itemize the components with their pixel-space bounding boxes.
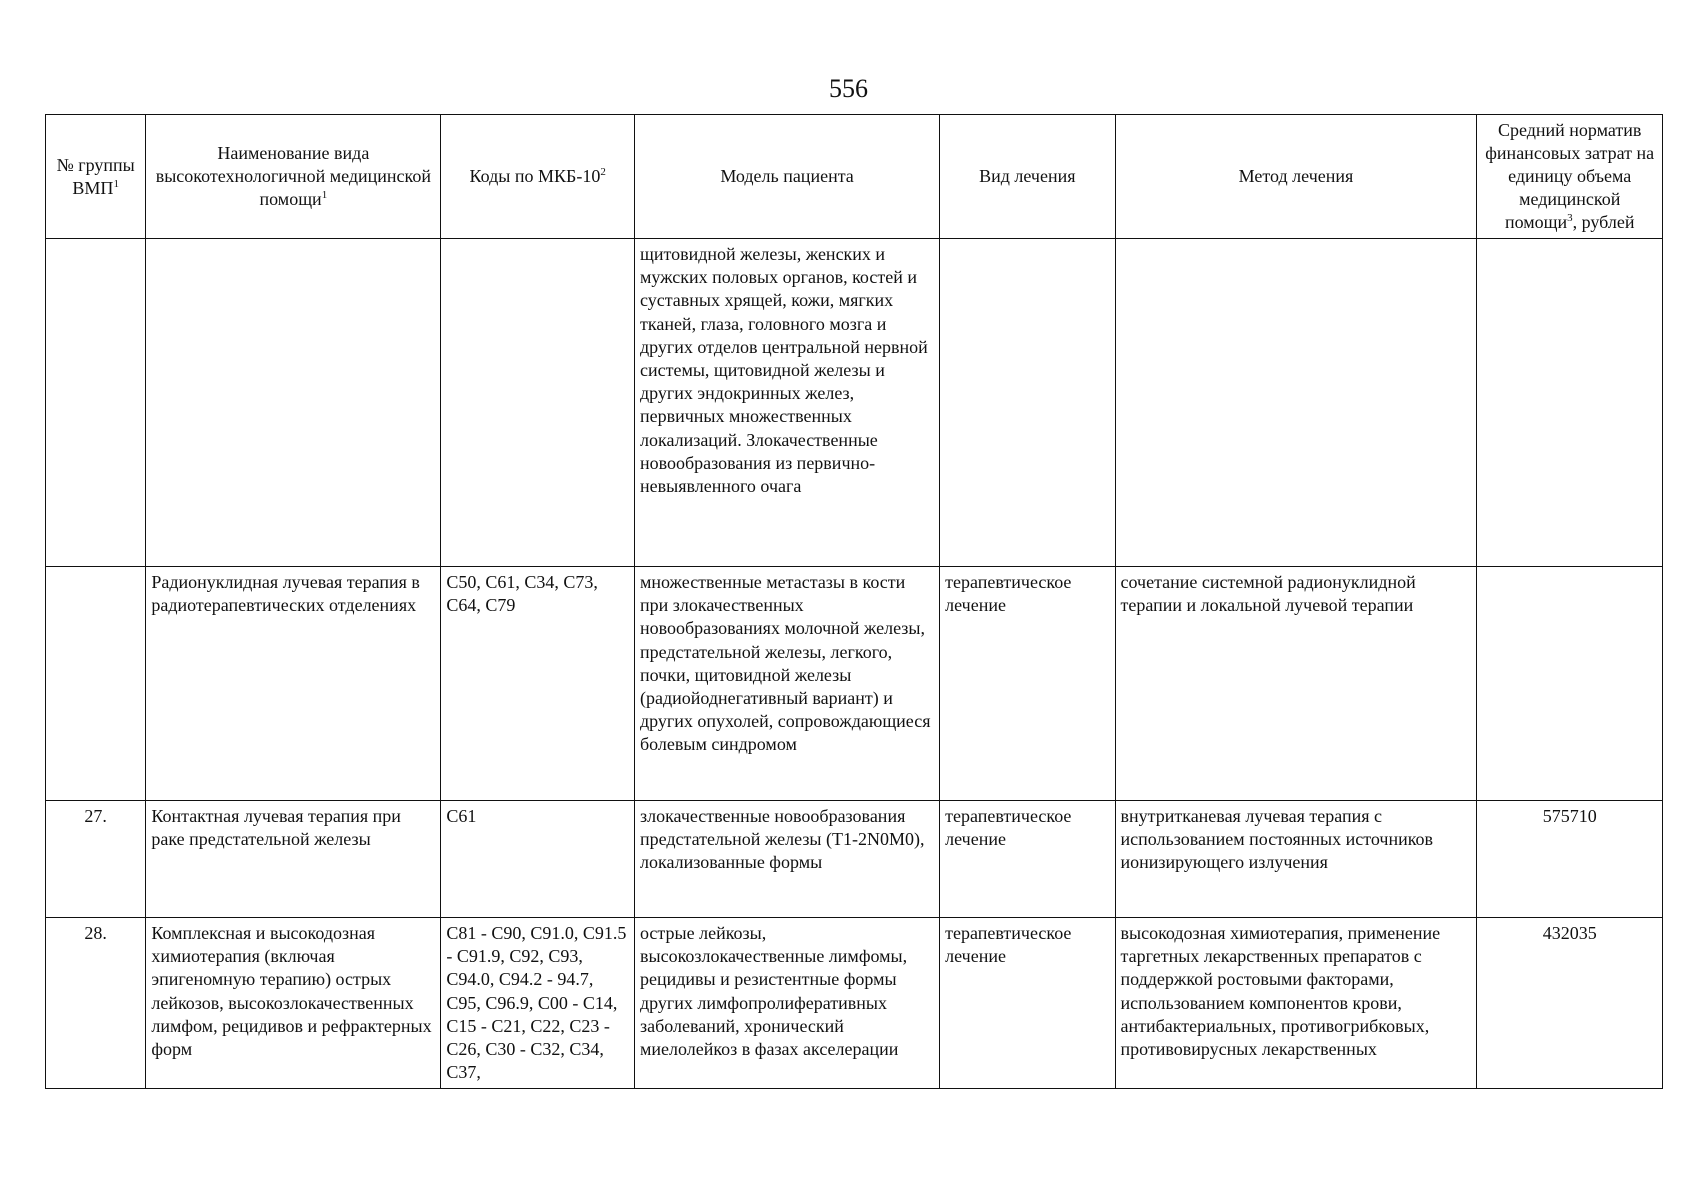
cell-care-type-name: Комплексная и высокодозная химиотерапия (включая эпигеномную терапию) острых лейкозов, высокозлокачественных лимфом, рецидивов и рефрактерных форм [146, 918, 441, 1089]
cell-treatment-type [940, 239, 1115, 567]
table-row [46, 567, 1663, 801]
cell-treatment-method: внутритканевая лучевая терапия с использованием постоянных источников ионизирующего излучения [1115, 801, 1477, 918]
cell-treatment-method [1115, 239, 1477, 567]
cell-average-cost [1477, 239, 1663, 567]
header-patient-model: Модель пациента [634, 115, 939, 239]
cell-group-number: 27. [46, 801, 146, 918]
header-average-cost: Средний норматив финансовых затрат на единицу объема медицинской помощи$^3$, рублей [1477, 115, 1663, 239]
cell-patient-model: щитовидной железы, женских и мужских половых органов, костей и суставных хрящей, кожи, мягких тканей, глаза, головного мозга и других отделов центральной нервной системы, щитовидной железы и других эндокринных желез, первичных множественных локализаций. Злокачественные новообразования из первично-невыявленного очага [634, 239, 939, 567]
cell-treatment-type: терапевтическое лечение [940, 567, 1115, 801]
cell-average-cost: 432035 [1477, 918, 1663, 1089]
cell-care-type-name [146, 239, 441, 567]
cell-icd-codes: C50, C61, C34, C73, C64, C79 [441, 567, 635, 801]
table-row [46, 918, 1663, 1089]
cell-group-number: 28. [46, 918, 146, 1089]
page-number: 556 [829, 74, 868, 103]
cell-treatment-method: сочетание системной радионуклидной терапии и локальной лучевой терапии [1115, 567, 1477, 801]
cell-treatment-type: терапевтическое лечение [940, 918, 1115, 1089]
header-group-number: № группы ВМП$^1$ [46, 115, 146, 239]
table-row [46, 239, 1663, 567]
cell-treatment-type: терапевтическое лечение [940, 801, 1115, 918]
header-icd-codes: Коды по МКБ-$10^2$ [441, 115, 635, 239]
cell-patient-model: множественные метастазы в кости при злокачественных новообразованиях молочной железы, предстательной железы, легкого, почки, щитовидной железы (радиойоднегативный вариант) и других опухолей, сопровождающиеся болевым синдромом [634, 567, 939, 801]
cell-icd-codes: C61 [441, 801, 635, 918]
table-header-row [46, 115, 1663, 239]
vmp-table [45, 114, 1663, 1089]
header-treatment-method: Метод лечения [1115, 115, 1477, 239]
cell-care-type-name: Радионуклидная лучевая терапия в радиотерапевтических отделениях [146, 567, 441, 801]
cell-treatment-method: высокодозная химиотерапия, применение таргетных лекарственных препаратов с поддержкой ростовыми факторами, использованием компонентов крови, антибактериальных, противогрибковых, противовирусных лекарственных [1115, 918, 1477, 1089]
header-treatment-type: Вид лечения [940, 115, 1115, 239]
cell-average-cost [1477, 567, 1663, 801]
cell-patient-model: острые лейкозы, высокозлокачественные лимфомы, рецидивы и резистентные формы других лимфопролиферативных заболеваний, хронический миелолейкоз в фазах акселерации [634, 918, 939, 1089]
cell-patient-model: злокачественные новообразования предстательной железы (T1-2N0M0), локализованные формы [634, 801, 939, 918]
cell-care-type-name: Контактная лучевая терапия при раке предстательной железы [146, 801, 441, 918]
cell-icd-codes [441, 239, 635, 567]
cell-group-number [46, 239, 146, 567]
cell-group-number [46, 567, 146, 801]
cell-icd-codes: C81 - C90, C91.0, C91.5 - C91.9, C92, C93, C94.0, C94.2 - 94.7, C95, C96.9, C00 - C14, C15 - C21, C22, C23 - C26, C30 - C32, C34, C37, [441, 918, 635, 1089]
cell-average-cost: 575710 [1477, 801, 1663, 918]
header-care-type-name: Наименование вида высокотехнологичной медицинской помощи$^1$ [146, 115, 441, 239]
table-row [46, 801, 1663, 918]
